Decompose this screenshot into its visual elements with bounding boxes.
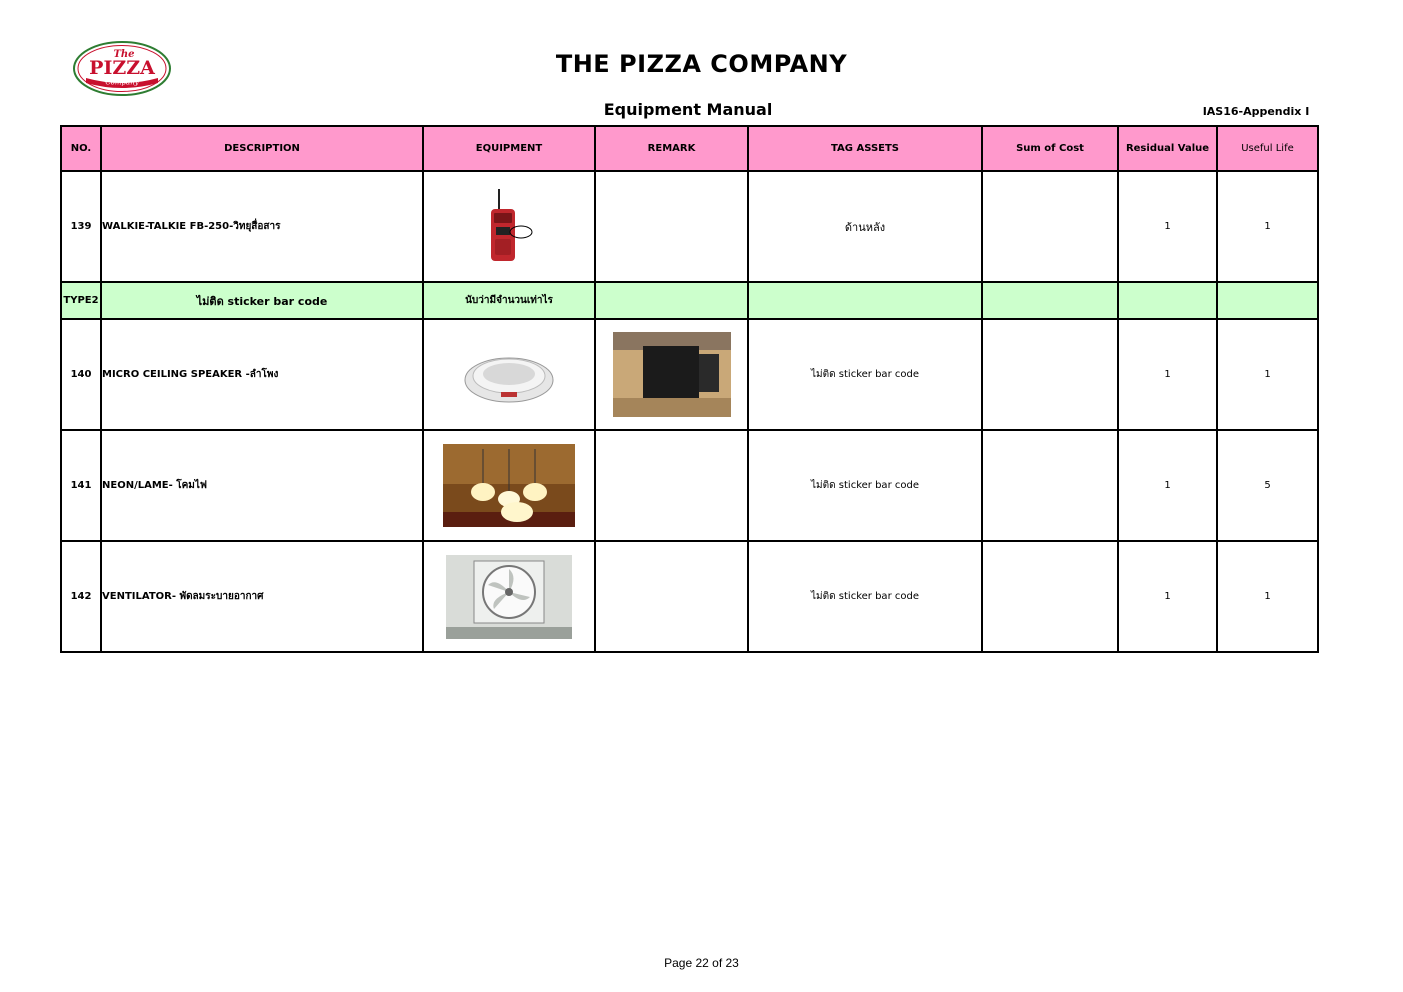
sum-of-cost xyxy=(982,430,1118,541)
mounted-speaker-photo-icon xyxy=(613,332,731,417)
col-header-tag-assets: TAG ASSETS xyxy=(748,126,982,171)
residual-value: 1 xyxy=(1118,430,1217,541)
col-header-description: DESCRIPTION xyxy=(101,126,423,171)
svg-text:PIZZA: PIZZA xyxy=(89,57,155,79)
equipment-cell xyxy=(423,319,595,430)
tag-assets: ด้านหลัง xyxy=(748,171,982,282)
table-header-row xyxy=(61,126,1318,171)
appendix-label: IAS16-Appendix I xyxy=(1202,105,1310,118)
page-title: THE PIZZA COMPANY xyxy=(555,50,848,78)
useful-life: 1 xyxy=(1217,171,1318,282)
row-number: 139 xyxy=(61,171,101,282)
document-subtitle: Equipment Manual xyxy=(603,100,773,119)
col-header-no: NO. xyxy=(61,126,101,171)
col-header-equipment: EQUIPMENT xyxy=(423,126,595,171)
walkie-talkie-photo-icon xyxy=(479,187,539,267)
table-row xyxy=(61,319,1318,430)
equipment-cell xyxy=(423,541,595,652)
useful-life: 5 xyxy=(1217,430,1318,541)
row-number: 142 xyxy=(61,541,101,652)
page-number: Page 22 of 23 xyxy=(664,956,739,970)
residual-value: 1 xyxy=(1118,171,1217,282)
equipment-cell xyxy=(423,171,595,282)
tag-assets: ไม่ติด sticker bar code xyxy=(748,319,982,430)
row-description: MICRO CEILING SPEAKER -ลำโพง xyxy=(101,319,423,430)
ceiling-speaker-photo-icon xyxy=(461,340,557,410)
pendant-lamp-photo-icon xyxy=(443,444,575,527)
table-row xyxy=(61,430,1318,541)
remark-cell xyxy=(595,430,748,541)
useful-life: 1 xyxy=(1217,319,1318,430)
sum-of-cost xyxy=(982,171,1118,282)
col-header-sum-of-cost: Sum of Cost xyxy=(982,126,1118,171)
row-number: 140 xyxy=(61,319,101,430)
ventilator-fan-photo-icon xyxy=(446,555,572,639)
table-row xyxy=(61,171,1318,282)
equipment-cell xyxy=(423,430,595,541)
tag-assets: ไม่ติด sticker bar code xyxy=(748,541,982,652)
sum-of-cost xyxy=(982,541,1118,652)
col-header-residual-value: Residual Value xyxy=(1118,126,1217,171)
type-row xyxy=(61,282,1318,319)
svg-text:The: The xyxy=(113,49,135,60)
residual-value: 1 xyxy=(1118,319,1217,430)
remark-cell xyxy=(595,541,748,652)
useful-life: 1 xyxy=(1217,541,1318,652)
remark-cell xyxy=(595,171,748,282)
equipment-table xyxy=(60,125,1319,653)
tag-assets: ไม่ติด sticker bar code xyxy=(748,430,982,541)
residual-value: 1 xyxy=(1118,541,1217,652)
remark-cell xyxy=(595,319,748,430)
col-header-useful-life: Useful Life xyxy=(1217,126,1318,171)
row-description: VENTILATOR- พัดลมระบายอากาศ xyxy=(101,541,423,652)
table-row xyxy=(61,541,1318,652)
type-description: ไม่ติด sticker bar code xyxy=(101,282,423,319)
type-label: TYPE2 xyxy=(61,282,101,319)
col-header-remark: REMARK xyxy=(595,126,748,171)
svg-text:Company: Company xyxy=(105,78,139,87)
row-description: WALKIE-TALKIE FB-250-วิทยุสื่อสาร xyxy=(101,171,423,282)
type-equipment-note: นับว่ามีจำนวนเท่าไร xyxy=(423,282,595,319)
sum-of-cost xyxy=(982,319,1118,430)
row-description: NEON/LAME- โคมไฟ xyxy=(101,430,423,541)
row-number: 141 xyxy=(61,430,101,541)
